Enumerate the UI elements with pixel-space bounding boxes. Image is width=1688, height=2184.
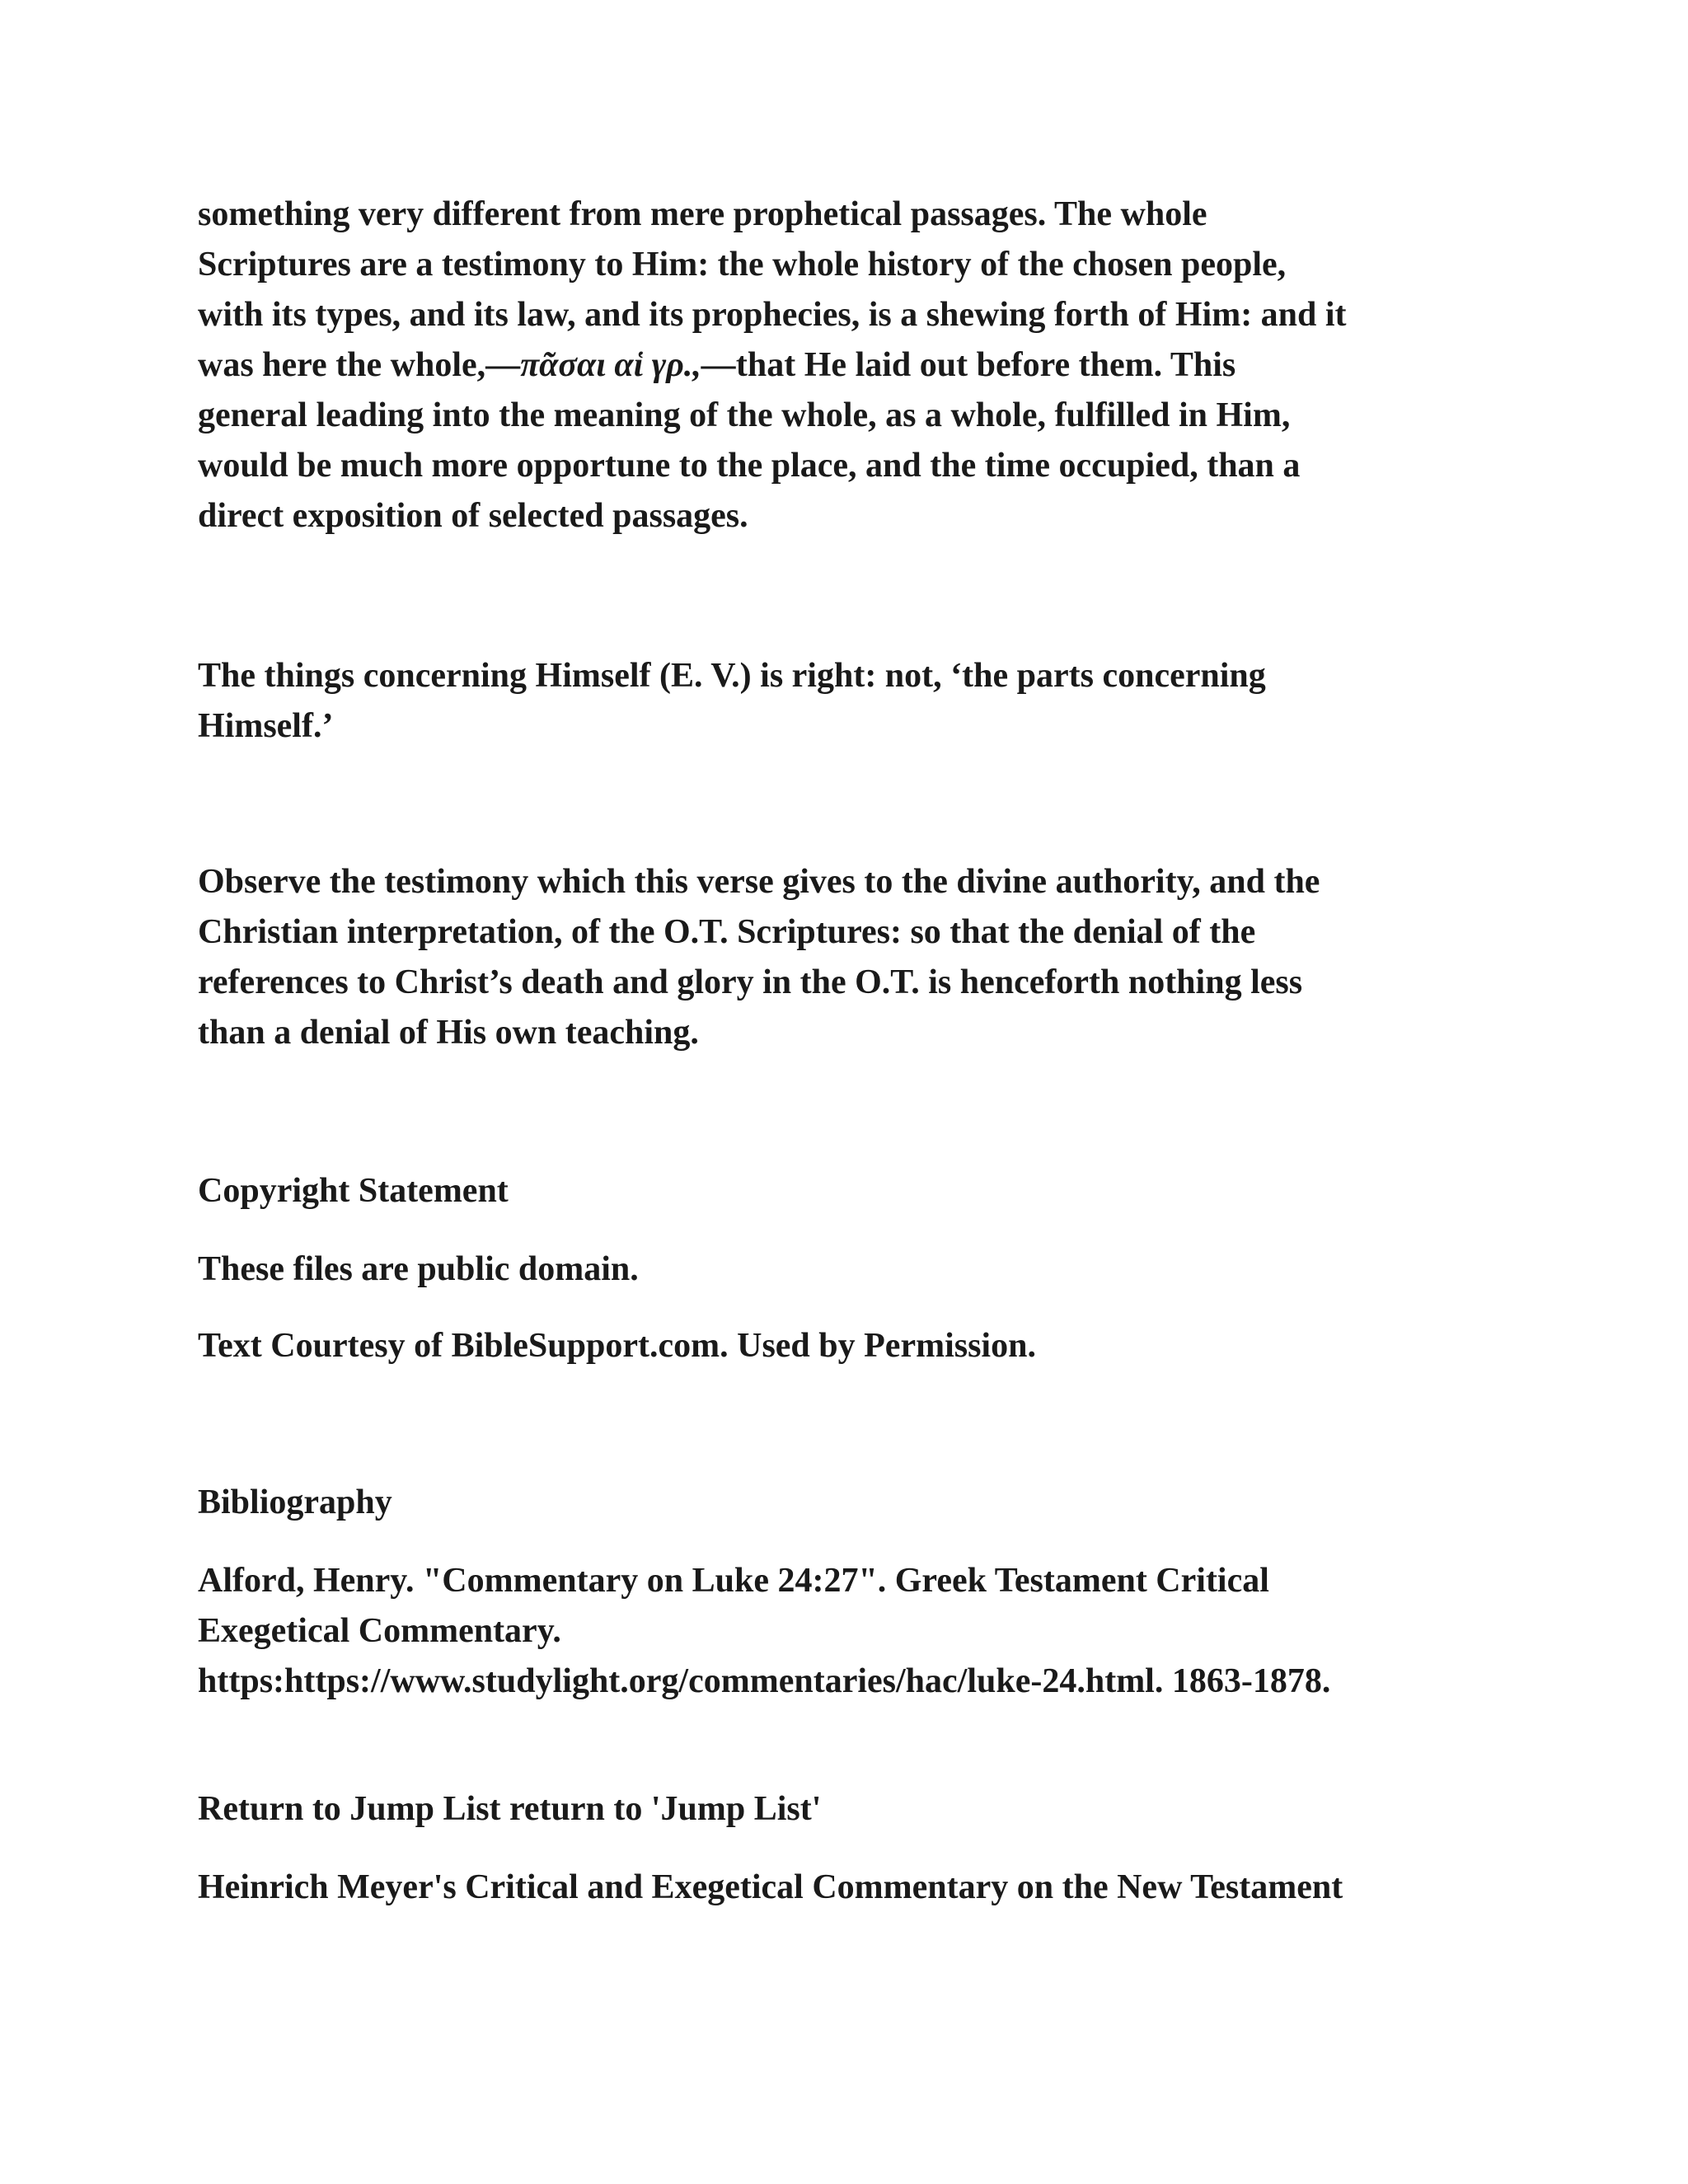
- copyright-section: [198, 1166, 509, 1216]
- text-line: with its types, and its law, and its prophecies, is a shewing forth of Him: and it: [198, 296, 1347, 334]
- text-line: Observe the testimony which this verse gives to the divine authority, and the: [198, 863, 1320, 901]
- text-line: Christian interpretation, of the O.T. Scriptures: so that the denial of the: [198, 913, 1256, 951]
- copyright-line: [198, 1244, 639, 1295]
- text-line: would be much more opportune to the place, and the time occupied, than a: [198, 447, 1301, 485]
- bibliography-url[interactable]: https:https://www.studylight.org/commentaries/hac/luke-24.html. 1863-1878.: [198, 1662, 1331, 1700]
- jump-list-section: [198, 1784, 821, 1835]
- copyright-heading: Copyright Statement: [198, 1172, 509, 1210]
- paragraph-commentary-3: [198, 857, 1320, 1058]
- text-line-with-greek: [198, 340, 1347, 391]
- paragraph-commentary-2: [198, 651, 1266, 752]
- text-fragment: that He laid out before them. This: [735, 346, 1236, 384]
- bibliography-entry: [198, 1556, 1330, 1707]
- bibliography-line: Exegetical Commentary.: [198, 1612, 561, 1650]
- next-commentary-section: [198, 1863, 1343, 1913]
- paragraph-commentary-1: [198, 190, 1347, 541]
- text-line: Himself.’: [198, 707, 334, 745]
- bibliography-section: [198, 1478, 392, 1528]
- text-line: Scriptures are a testimony to Him: the whole history of the chosen people,: [198, 246, 1287, 284]
- text-line: something very different from mere prophetical passages. The whole: [198, 195, 1207, 233]
- text-line: references to Christ’s death and glory in the O.T. is henceforth nothing less: [198, 963, 1303, 1001]
- text-fragment: was here the whole,—: [198, 346, 521, 384]
- bibliography-line: Alford, Henry. "Commentary on Luke 24:27". Greek Testament Critical: [198, 1562, 1269, 1600]
- bibliography-heading: Bibliography: [198, 1483, 392, 1521]
- greek-phrase: πᾶσαι αἱ γρ.,—: [520, 346, 736, 384]
- text-line: than a denial of His own teaching.: [198, 1014, 699, 1052]
- text-line: The things concerning Himself (E. V.) is right: not, ‘the parts concerning: [198, 657, 1266, 695]
- next-commentary-title: Heinrich Meyer's Critical and Exegetical Commentary on the New Testament: [198, 1868, 1343, 1906]
- copyright-line: [198, 1321, 1036, 1371]
- text-line: direct exposition of selected passages.: [198, 497, 748, 535]
- text-line: general leading into the meaning of the whole, as a whole, fulfilled in Him,: [198, 396, 1291, 434]
- copyright-public-domain: These files are public domain.: [198, 1250, 639, 1288]
- copyright-courtesy: Text Courtesy of BibleSupport.com. Used by Permission.: [198, 1327, 1036, 1365]
- return-to-jump-list-link[interactable]: Return to Jump List return to 'Jump List': [198, 1790, 822, 1828]
